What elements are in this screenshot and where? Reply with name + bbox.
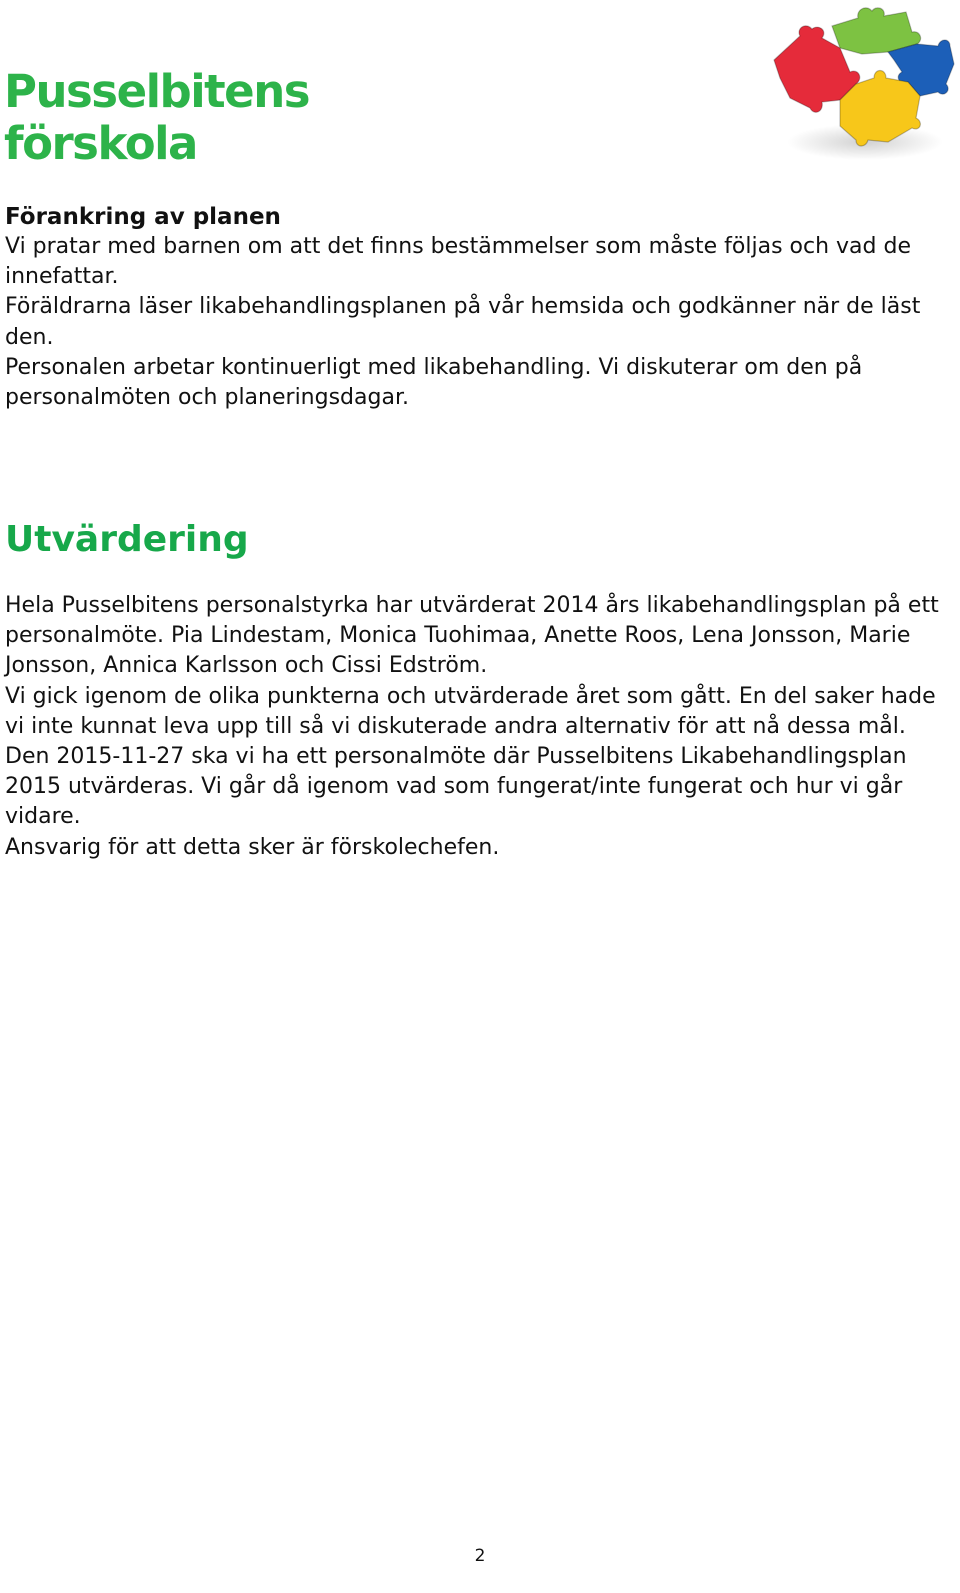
utvardering-section (5, 518, 955, 562)
puzzle-pieces-icon (770, 2, 955, 167)
text-line: Vi pratar med barnen om att det finns bestämmelser som måste följas och vad de (5, 234, 911, 259)
logo-text (4, 66, 309, 170)
text-line: personalmöte. Pia Lindestam, Monica Tuohimaa, Anette Roos, Lena Jonsson, Marie (5, 623, 911, 649)
page-number: 2 (474, 1546, 486, 1566)
utvardering-heading: Utvärdering (5, 519, 249, 560)
text-line: vidare. (5, 804, 81, 830)
logo-line-1: Pusselbitens (4, 65, 310, 118)
text-line: Jonsson, Annica Karlsson och Cissi Edström. (5, 653, 488, 679)
text-line: personalmöten och planeringsdagar. (5, 385, 409, 411)
utvardering-body (5, 591, 955, 863)
text-line: innefattar. (5, 264, 119, 290)
text-line: Personalen arbetar kontinuerligt med likabehandling. Vi diskuterar om den på (5, 354, 863, 380)
text-line: Ansvarig för att detta sker är förskolechefen. (5, 834, 500, 860)
forankring-body (5, 232, 955, 413)
logo-line-2: förskola (4, 117, 197, 170)
utvardering-body-section (5, 591, 955, 863)
text-line: 2015 utvärderas. Vi går då igenom vad som fungerat/inte fungerat och hur vi går (5, 774, 903, 800)
text-line: den. (5, 324, 54, 350)
text-line: Den 2015-11-27 ska vi ha ett personalmöte där Pusselbitens Likabehandlingsplan (5, 744, 907, 770)
forankring-section (5, 202, 955, 413)
text-line: Vi gick igenom de olika punkterna och utvärderade året som gått. En del saker hade (5, 683, 936, 709)
text-line: vi inte kunnat leva upp till så vi diskuterade andra alternativ för att nå dessa mål. (5, 713, 906, 739)
text-line: Föräldrarna läser likabehandlingsplanen på vår hemsida och godkänner när de läst (5, 294, 921, 320)
forankring-heading: Förankring av planen (5, 204, 281, 230)
text-line: Hela Pusselbitens personalstyrka har utvärderat 2014 års likabehandlingsplan på ett (5, 593, 939, 618)
